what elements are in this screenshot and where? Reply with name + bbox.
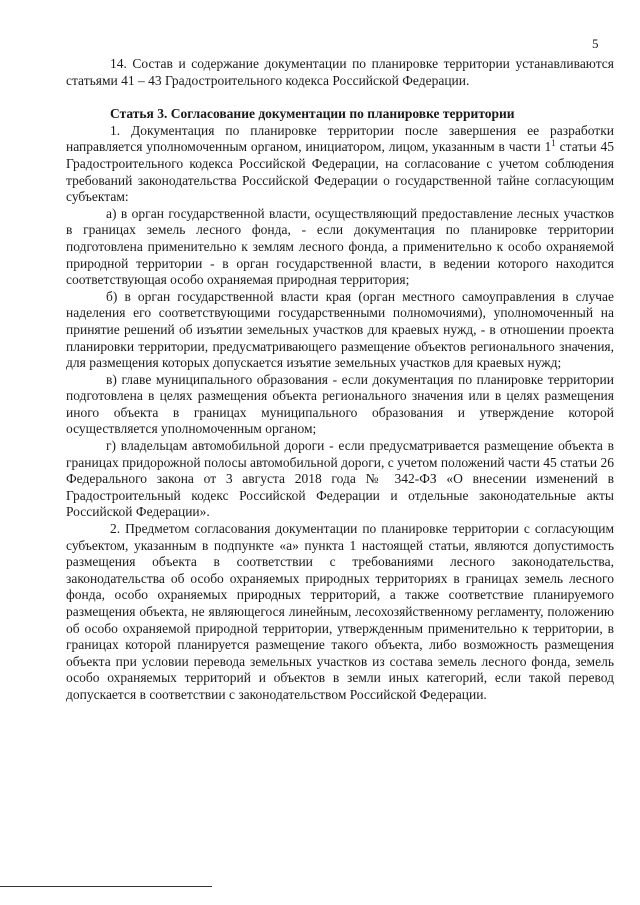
page-number: 5 (592, 36, 599, 51)
p1-text-a: 1. Документация по планировке территории после завершения ее разработки направляется уполномоченным органом, инициатором, лицом, указанным в части 1 (66, 122, 614, 155)
document-body (66, 56, 614, 704)
item-a: а) в орган государственной власти, осуществляющий предоставление лесных участков в границах земель лесного фонда, - если документация по планировке территории подготовлена применительно к землям лесного фонда, а применительно к особо охраняемой природной территории - в орган государственной власти, в ведении которого находится соответствующая особо охраняемая природная территория; (66, 205, 614, 288)
item-d: г) владельцам автомобильной дороги - если предусматривается размещение объекта в границах придорожной полосы автомобильной дороги, с учетом положений части 45 статьи 26 Федерального закона от 3 августа 2018 года № 342-ФЗ «О внесении изменений в Градостроительный кодекс Российской Федерации и отдельные законодательные акты Российской Федерации». (66, 438, 614, 520)
article-3-paragraph-1 (66, 123, 614, 206)
p1-text-b: статьи 45 Градостроительного кодекса Российской Федерации, на согласование с учетом соблюдения требований законодательства Российской Федерации о государственной тайне согласующим субъектам: (66, 139, 615, 205)
article-heading: Статья 3. Согласование документации по планировке территории (110, 106, 515, 122)
paragraph-14: 14. Состав и содержание документации по планировке территории устанавливаются статьями 41 – 43 Градостроительного кодекса Российской Федерации. (66, 56, 614, 88)
article-3-paragraph-2: 2. Предметом согласования документации по планировке территории с согласующим субъектом, указанным в подпункте «а» пункта 1 настоящей статьи, являются допустимость размещения объекта в соответствии с требованиями лесного законодательства, законодательства об особо охраняемых природных территориях в границах земель лесного фонда, особо охраняемых природных территорий, а также соответствие планируемого размещения объекта, не являющегося линейным, лесохозяйственному регламенту, положению об особо охраняемой природной территории, утвержденным применительно к территории, в границах которой планируется размещение такого объекта, либо возможность размещения объекта при условии перевода земельных участков из состава земель лесного фонда, земель особо охраняемых территорий и объектов в земли иных категорий, если такой перевод допускается в соответствии с законодательством Российской Федерации. (66, 521, 614, 702)
item-b: б) в орган государственной власти края (орган местного самоуправления в случае наделения его соответствующими государственными полномочиями), уполномоченный на принятие решений об изъятии земельных участков для краевых нужд, - в отношении проекта планировки территории, предусматривающего размещение объектов регионального значения, для размещения которых допускается изъятие земельных участков для краевых нужд; (66, 288, 614, 371)
p1-superscript: 1 (551, 138, 556, 149)
item-c: в) главе муниципального образования - если документация по планировке территории подготовлена в целях размещения объекта регионального значения или в целях размещения иного объекта в границах муниципального образования и утверждение которой осуществляется уполномоченным органом; (66, 371, 614, 437)
footer-divider (0, 886, 212, 887)
